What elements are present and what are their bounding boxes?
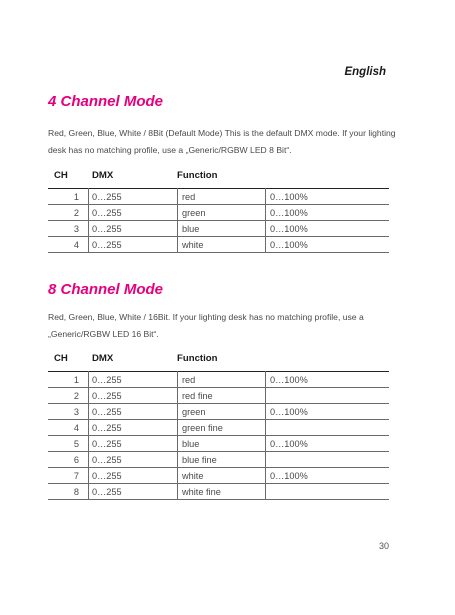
cell-function: blue fine: [178, 452, 266, 468]
cell-range: 0…100%: [266, 436, 390, 452]
cell-ch: 3: [48, 404, 89, 420]
table-row: [48, 237, 389, 253]
table-row: [48, 436, 389, 452]
page-number: 30: [378, 541, 389, 551]
cell-range: [266, 388, 390, 404]
table-row: [48, 189, 389, 205]
dmx-table-4-channel: [48, 188, 389, 253]
cell-function: green fine: [178, 420, 266, 436]
section-title-8-channel: 8 Channel Mode: [48, 281, 164, 298]
cell-range: 0…100%: [266, 404, 390, 420]
section-intro-4-channel: Red, Green, Blue, White / 8Bit (Default Mode) This is the default DMX mode. If your lighting desk has no matching profile, use a „Generic/RGBW LED 8 Bit“.: [48, 128, 396, 155]
cell-function: blue: [178, 436, 266, 452]
col-header-dmx: DMX: [92, 353, 114, 364]
section-title-4-channel: 4 Channel Mode: [48, 93, 164, 110]
cell-range: 0…100%: [266, 468, 390, 484]
cell-function: green: [178, 404, 266, 420]
table-row: [48, 372, 389, 388]
cell-range: 0…100%: [266, 189, 390, 205]
cell-dmx: 0…255: [89, 436, 178, 452]
col-header-ch: CH: [54, 170, 68, 181]
table-row: [48, 221, 389, 237]
table-row: [48, 388, 389, 404]
dmx-table-8-channel: [48, 371, 389, 500]
cell-range: 0…100%: [266, 221, 390, 237]
cell-function: white: [178, 237, 266, 253]
cell-ch: 5: [48, 436, 89, 452]
table-row: [48, 404, 389, 420]
cell-ch: 2: [48, 205, 89, 221]
cell-function: white: [178, 468, 266, 484]
cell-dmx: 0…255: [89, 420, 178, 436]
table-row: [48, 484, 389, 500]
cell-dmx: 0…255: [89, 205, 178, 221]
cell-ch: 1: [48, 189, 89, 205]
table-row: [48, 205, 389, 221]
cell-ch: 1: [48, 372, 89, 388]
cell-range: [266, 484, 390, 500]
cell-function: white fine: [178, 484, 266, 500]
cell-function: green: [178, 205, 266, 221]
cell-ch: 4: [48, 420, 89, 436]
cell-function: red fine: [178, 388, 266, 404]
cell-range: 0…100%: [266, 205, 390, 221]
cell-dmx: 0…255: [89, 221, 178, 237]
cell-dmx: 0…255: [89, 237, 178, 253]
cell-function: red: [178, 189, 266, 205]
cell-range: [266, 420, 390, 436]
cell-dmx: 0…255: [89, 189, 178, 205]
cell-ch: 2: [48, 388, 89, 404]
cell-dmx: 0…255: [89, 372, 178, 388]
col-header-function: Function: [177, 353, 218, 364]
cell-dmx: 0…255: [89, 404, 178, 420]
cell-ch: 3: [48, 221, 89, 237]
table-row: [48, 468, 389, 484]
cell-dmx: 0…255: [89, 452, 178, 468]
cell-ch: 8: [48, 484, 89, 500]
col-header-function: Function: [177, 170, 218, 181]
cell-range: 0…100%: [266, 372, 390, 388]
cell-range: [266, 452, 390, 468]
col-header-dmx: DMX: [92, 170, 114, 181]
cell-ch: 6: [48, 452, 89, 468]
cell-ch: 7: [48, 468, 89, 484]
cell-ch: 4: [48, 237, 89, 253]
cell-dmx: 0…255: [89, 484, 178, 500]
table-row: [48, 420, 389, 436]
table-row: [48, 452, 389, 468]
cell-range: 0…100%: [266, 237, 390, 253]
cell-dmx: 0…255: [89, 468, 178, 484]
cell-function: red: [178, 372, 266, 388]
cell-dmx: 0…255: [89, 388, 178, 404]
section-intro-8-channel: Red, Green, Blue, White / 16Bit. If your lighting desk has no matching profile, use a „Generic/RGBW LED 16 Bit“.: [48, 312, 364, 339]
cell-function: blue: [178, 221, 266, 237]
col-header-ch: CH: [54, 353, 68, 364]
language-label: English: [344, 66, 386, 78]
